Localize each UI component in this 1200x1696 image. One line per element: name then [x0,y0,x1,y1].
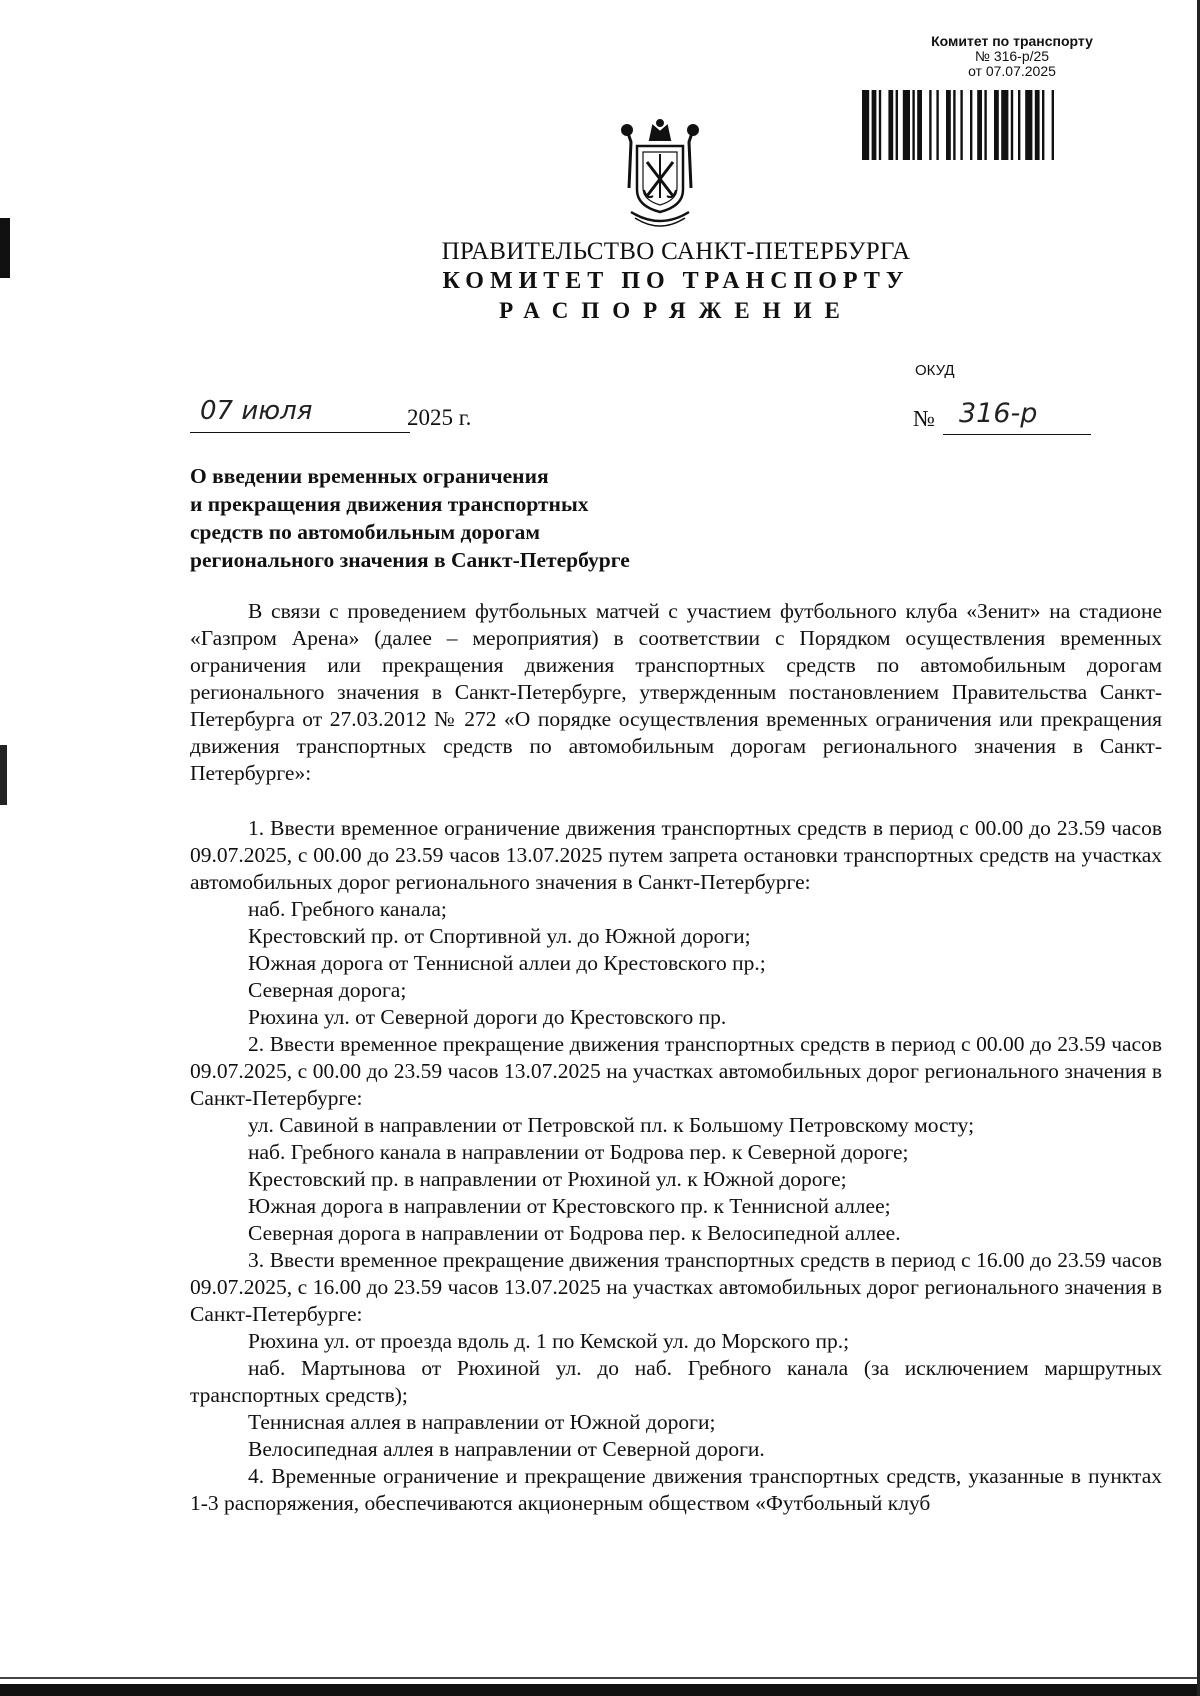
list-item: наб. Гребного канала; [248,897,447,921]
list-item: наб. Гребного канала в направлении от Бодрова пер. к Северной дороге; [248,1140,909,1164]
point-1: 1. Ввести временное ограничение движения транспортных средств в период с 00.00 до 23.59 часов 09.07.2025, с 00.00 до 23.59 часов 13.07.2025 путем запрета остановки транспортных средств на участках автомобильных дорог регионального значения в Санкт-Петербурге: [190,816,1162,894]
subject-line: и прекращения движения транспортных [190,492,589,516]
okud-label: ОКУД [915,362,955,379]
point-3: 3. Ввести временное прекращение движения транспортных средств в период с 16.00 до 23.59 часов 09.07.2025, с 16.00 до 23.59 часов 13.07.2025 на участках автомобильных дорог регионального значения в Санкт-Петербурге: [190,1248,1162,1326]
list-item: Рюхина ул. от проезда вдоль д. 1 по Кемской ул. до Морского пр.; [248,1329,850,1353]
coat-of-arms-icon [617,118,703,230]
list-item: Теннисная аллея в направлении от Южной дороги; [248,1410,716,1434]
barcode-icon [862,90,1172,160]
date-year: 2025 г. [407,405,472,430]
handwritten-number: 316-р [943,398,1091,435]
document-body [190,598,1162,1517]
document-type: РАСПОРЯЖЕНИЕ [499,298,853,323]
scan-edge-mark [0,218,10,278]
number-sign: № [913,406,935,431]
government-title: ПРАВИТЕЛЬСТВО САНКТ-ПЕТЕРБУРГА [441,238,911,265]
list-item: Рюхина ул. от Северной дороги до Крестовского пр. [248,1005,727,1029]
list-item: Южная дорога в направлении от Крестовского пр. к Теннисной аллее; [248,1194,891,1218]
list-item: Крестовский пр. от Спортивной ул. до Южной дороги; [248,924,751,948]
handwritten-date: 07 июля [190,396,410,433]
scan-edge-line [0,1677,1200,1679]
preamble-paragraph: В связи с проведением футбольных матчей с участием футбольного клуба «Зенит» на стадионе «Газпром Арена» (далее – мероприятия) в соответствии с Порядком осуществления временных ограничения или прекращения движения транспортных средств по автомобильным дорогам регионального значения в Санкт-Петербурге, утвержденным постановлением Правительства Санкт-Петербурга от 27.03.2012 № 272 «О порядке осуществления временных ограничения или прекращения движения транспортных средств по автомобильным дорогам регионального значения в Санкт-Петербурге»: [190,599,1162,785]
registration-stamp [862,34,1162,79]
list-item: Северная дорога в направлении от Бодрова пер. к Велосипедной аллее. [248,1221,901,1245]
subject-line: О введении временных ограничения [190,464,549,488]
list-item: ул. Савиной в направлении от Петровской пл. к Большому Петровскому мосту; [248,1113,975,1137]
list-item: Крестовский пр. в направлении от Рюхиной ул. к Южной дороге; [248,1167,847,1191]
scan-edge-mark [0,745,7,805]
committee-title: КОМИТЕТ ПО ТРАНСПОРТУ [442,268,910,294]
scan-edge-bottom [0,1684,1200,1696]
subject-line: регионального значения в Санкт-Петербурге [190,548,630,572]
document-subject [190,462,750,574]
list-item: наб. Мартынова от Рюхиной ул. до наб. Гребного канала (за исключением маршрутных транспортных средств); [190,1356,1162,1407]
list-item: Северная дорога; [248,978,407,1002]
list-item: Южная дорога от Теннисной аллеи до Крестовского пр.; [248,951,766,975]
list-item: Велосипедная аллея в направлении от Северной дороги. [248,1437,765,1461]
stamp-date: от 07.07.2025 [968,63,1056,79]
point-2: 2. Ввести временное прекращение движения транспортных средств в период с 00.00 до 23.59 часов 09.07.2025, с 00.00 до 23.59 часов 13.07.2025 на участках автомобильных дорог регионального значения в Санкт-Петербурге: [190,1032,1162,1110]
subject-line: средств по автомобильным дорогам [190,520,541,544]
stamp-number: № 316-р/25 [974,48,1050,64]
point-4: 4. Временные ограничение и прекращение движения транспортных средств, указанные в пунктах 1-3 распоряжения, обеспечиваются акционерным обществом «Футбольный клуб [190,1464,1162,1515]
stamp-org: Комитет по транспорту [931,33,1093,49]
